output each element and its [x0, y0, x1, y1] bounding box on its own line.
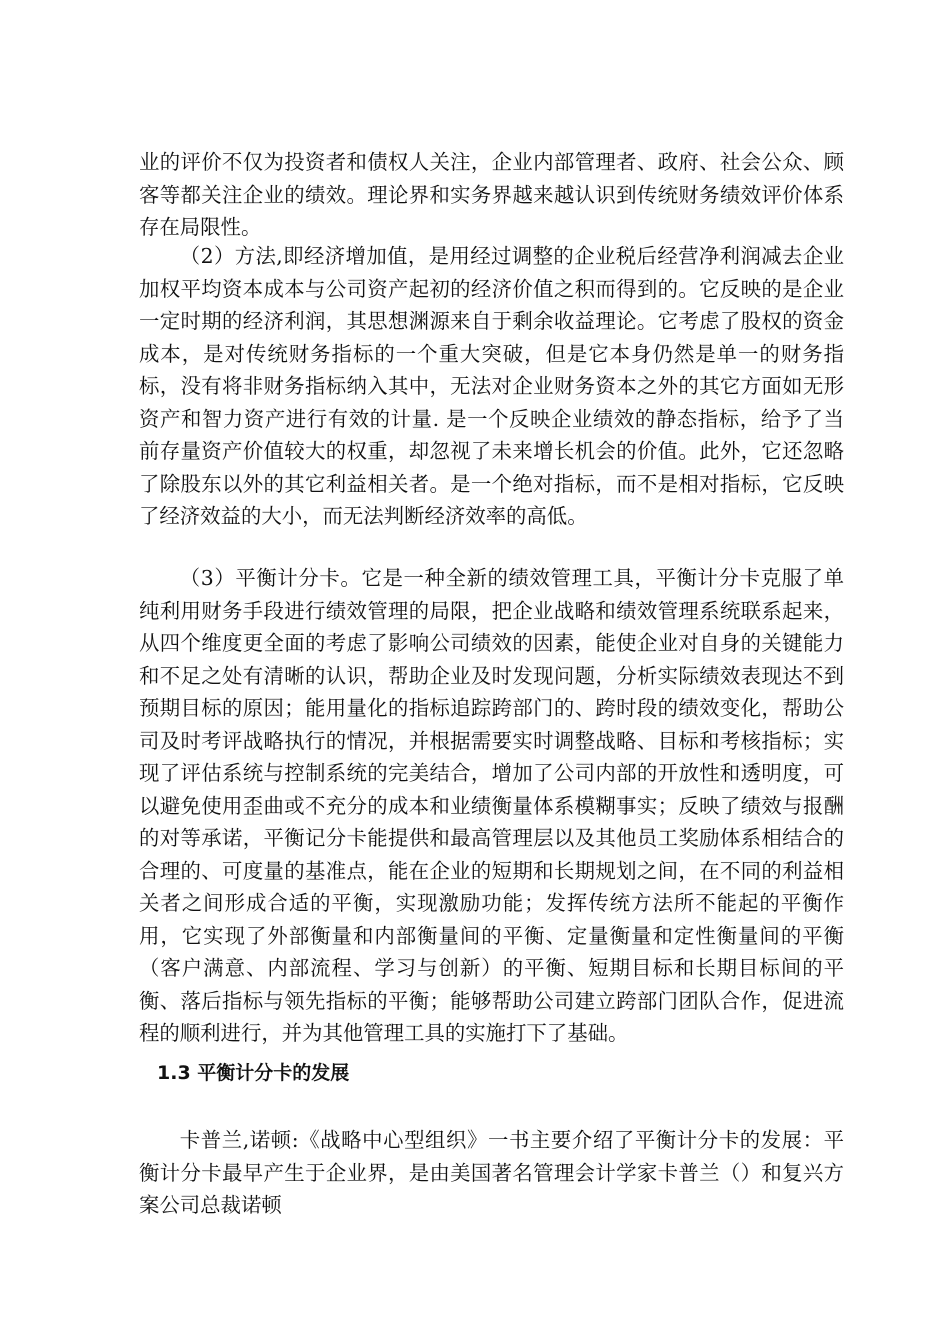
development-paragraph	[139, 1124, 844, 1222]
paragraph-text: （2）方法,即经济增加值，是用经过调整的企业税后经营净利润减去企业加权平均资本成本与公司资产起初的经济价值之积而得到的。它反映的是企业一定时期的经济利润，其思想渊源来自于剩余收益理论。它考虑了股权的资金成本，是对传统财务指标的一个重大突破，但是它本身仍然是单一的财务指标，没有将非财务指标纳入其中，无法对企业财务资本之外的其它方面如无形资产和智力资产进行有效的计量. 是一个反映企业绩效的静态指标，给予了当前存量资产价值较大的权重，却忽视了未来增长机会的价值。此外，它还忽略了除股东以外的其它利益相关者。是一个绝对指标，而不是相对指标，它反映了经济效益的大小，而无法判断经济效率的高低。	[139, 244, 844, 528]
paragraph-text: 卡普兰,诺顿:《战略中心型组织》一书主要介绍了平衡计分卡的发展：平衡计分卡最早产生于企业界，是由美国著名管理会计学家卡普兰（）和复兴方案公司总裁诺顿	[139, 1128, 844, 1217]
method-eva-paragraph	[139, 240, 844, 533]
continuation-paragraph	[139, 146, 844, 244]
section-heading: 1.3 平衡计分卡的发展	[157, 1062, 350, 1084]
balanced-scorecard-paragraph	[139, 562, 844, 1050]
paragraph-text: 业的评价不仅为投资者和债权人关注，企业内部管理者、政府、社会公众、顾客等都关注企业的绩效。理论界和实务界越来越认识到传统财务绩效评价体系存在局限性。	[139, 150, 844, 239]
paragraph-text: （3）平衡计分卡。它是一种全新的绩效管理工具，平衡计分卡克服了单纯利用财务手段进行绩效管理的局限，把企业战略和绩效管理系统联系起来，从四个维度更全面的考虑了影响公司绩效的因素，能使企业对自身的关键能力和不足之处有清晰的认识，帮助企业及时发现问题，分析实际绩效表现达不到预期目标的原因；能用量化的指标追踪跨部门的、跨时段的绩效变化，帮助公司及时考评战略执行的情况，并根据需要实时调整战略、目标和考核指标；实现了评估系统与控制系统的完美结合，增加了公司内部的开放性和透明度，可以避免使用歪曲或不充分的成本和业绩衡量体系模糊事实；反映了绩效与报酬的对等承诺，平衡记分卡能提供和最高管理层以及其他员工奖励体系相结合的合理的、可度量的基准点，能在企业的短期和长期规划之间，在不同的利益相关者之间形成合适的平衡，实现激励功能；发挥传统方法所不能起的平衡作用，它实现了外部衡量和内部衡量间的平衡、定量衡量和定性衡量间的平衡（客户满意、内部流程、学习与创新）的平衡、短期目标和长期目标间的平衡、落后指标与领先指标的平衡；能够帮助公司建立跨部门团队合作，促进流程的顺利进行，并为其他管理工具的实施打下了基础。	[139, 566, 844, 1045]
